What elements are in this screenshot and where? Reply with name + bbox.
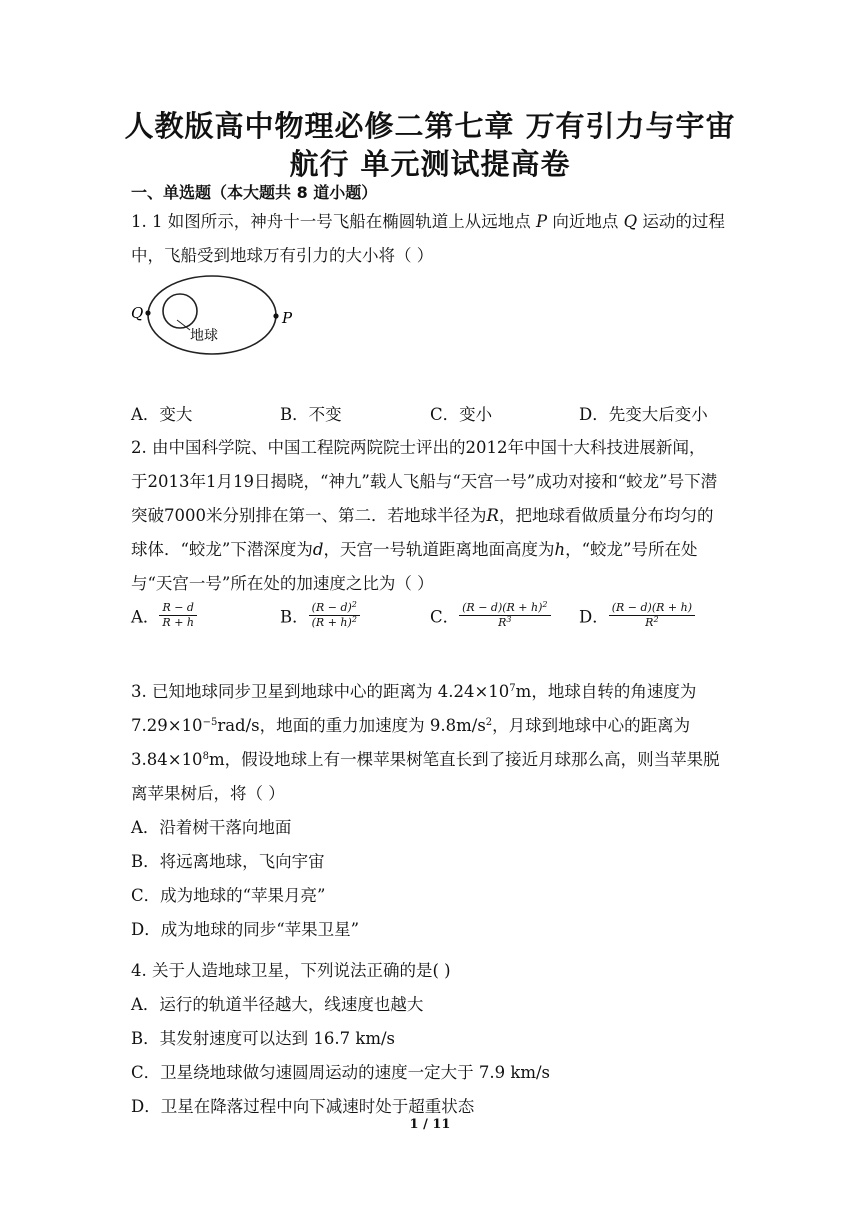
label-p: P	[282, 309, 293, 327]
q3-stem-line3: $3.84\times 10^8m$，假设地球上有一棵苹果树笔直长到了接近月球那么高，则当苹果脱	[131, 750, 720, 769]
q4-option-d: D．卫星在降落过程中向下减速时处于超重状态	[131, 1097, 475, 1116]
q2-option-b: B． $\frac{(R - d)^2}{(R + h)^2}$	[280, 601, 360, 630]
q1-option-b: B．不变	[280, 405, 342, 424]
q2-stem-line1: 2. 由中国科学院、中国工程院两院院士评出的2012年中国十大科技进展新闻，	[131, 438, 706, 457]
q1-option-a: A．变大	[131, 405, 193, 424]
q4-option-c: C．卫星绕地球做匀速圆周运动的速度一定大于 7.9 km/s	[131, 1063, 551, 1082]
q2-option-a: A． $\frac{R - d}{R + h}$	[131, 601, 197, 630]
q3-stem-line4: 离苹果树后，将（ ）	[131, 784, 285, 803]
q4-stem: 4. 关于人造地球卫星，下列说法正确的是( )	[131, 961, 451, 980]
q4-option-b: B．其发射速度可以达到 16.7 km/s	[131, 1029, 396, 1048]
q2-option-c: C． $\frac{(R - d)(R + h)^2}{R^3}$	[430, 601, 551, 630]
q3-option-d: D．成为地球的同步“苹果卫星”	[131, 920, 360, 939]
q1-option-d: D．先变大后变小	[579, 405, 708, 424]
label-q: Q	[131, 304, 144, 322]
page-title-line1: 人教版高中物理必修二第七章 万有引力与宇宙	[124, 109, 736, 143]
q1-stem-line1: 1. 1 如图所示，神舟十一号飞船在椭圆轨道上从远地点 P 向近地点 Q 运动的过程	[131, 212, 725, 231]
section-heading: 一、单选题（本大题共 8 道小题）	[131, 183, 378, 202]
q3-stem-line1: 3. 已知地球同步卫星到地球中心的距离为 $4.24\times 10^7m$，地球自转的角速度为	[131, 682, 697, 701]
q1-orbit-figure	[126, 270, 306, 362]
q3-option-c: C．成为地球的“苹果月亮”	[131, 886, 326, 905]
q2-stem-line3: 突破7000米分别排在第一、第二．若地球半径为R，把地球看做质量分布均匀的	[131, 506, 714, 525]
point-p-dot	[273, 313, 278, 318]
q4-option-a: A．运行的轨道半径越大，线速度也越大	[131, 995, 424, 1014]
q2-stem-line4: 球体．“蛟龙”下潜深度为d，天宫一号轨道距离地面高度为h，“蛟龙”号所在处	[131, 540, 698, 559]
q3-stem-line2: $7.29\times 10^{-5}rad/s$，地面的重力加速度为 $9.8m/s^2$，月球到地球中心的距离为	[131, 716, 691, 735]
q3-option-a: A．沿着树干落向地面	[131, 818, 292, 837]
point-q-dot	[145, 310, 150, 315]
page-title-line2: 航行 单元测试提高卷	[289, 147, 571, 181]
q3-option-b: B．将远离地球，飞向宇宙	[131, 852, 325, 871]
q1-stem-line2: 中，飞船受到地球万有引力的大小将（ ）	[131, 246, 434, 265]
q2-stem-line5: 与“天宫一号”所在处的加速度之比为（ ）	[131, 574, 434, 593]
q2-stem-line2: 于2013年1月19日揭晓，“神九”载人飞船与“天宫一号”成功对接和“蛟龙”号下潜	[131, 472, 718, 491]
page-number: 1 / 11	[409, 1117, 451, 1132]
q1-option-c: C．变小	[430, 405, 493, 424]
q2-option-d: D． $\frac{(R - d)(R + h)}{R^2}$	[579, 601, 695, 630]
label-earth: 地球	[190, 328, 218, 344]
